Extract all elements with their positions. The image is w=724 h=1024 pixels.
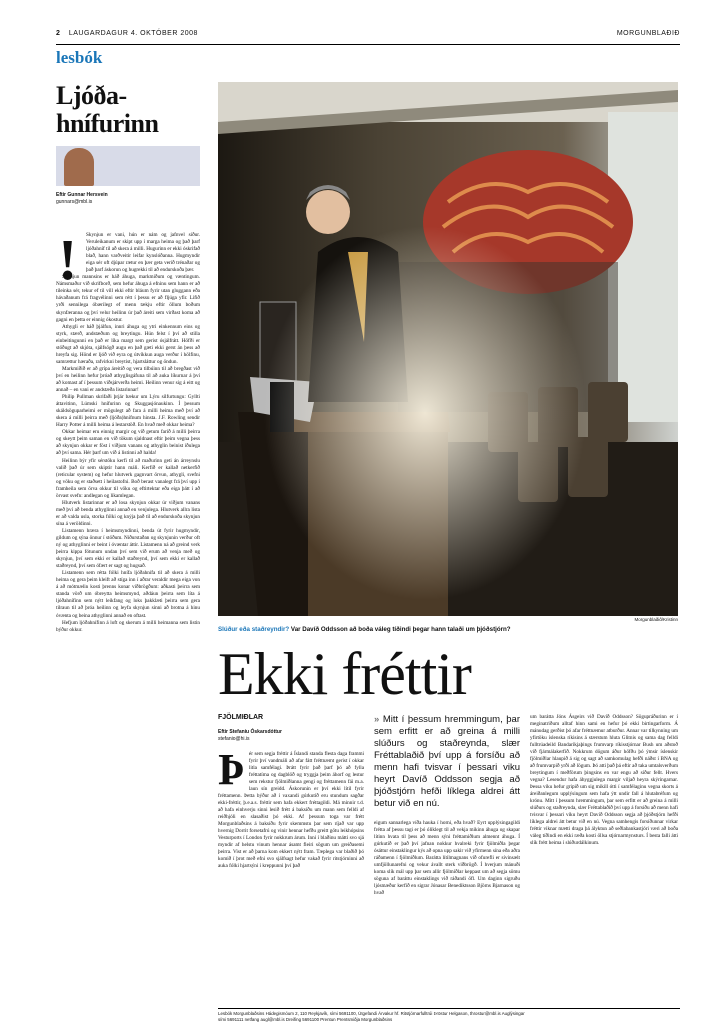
article-column-2: [374, 714, 520, 897]
caption-text: Var Davíð Oddsson að boða váleg tíðindi þegar hann talaði um þjóðstjórn?: [290, 626, 511, 633]
pull-quote-mark: »: [374, 714, 380, 725]
article-headline: Ekki fréttir: [218, 641, 471, 707]
article-text-1: [218, 745, 364, 870]
article-column-3: [530, 714, 678, 847]
column-paragraph: Hlutverk listarinnar er að losa skynjun okkar úr viðjum vanans með því að benda athyglinni annað en venjulega. Hlutverk allra lista er að valda usla, storka fólki og knýja það til að endurskoða skynjun sína á veröldinni.: [56, 499, 200, 527]
exclamation-mark: !: [58, 227, 78, 292]
page-number: 2: [56, 30, 61, 37]
article-col1-text: ér sem segja fréttir á Íslandi standa flesta daga frammi fyrir því vandmáli að afar fátt fréttnæmt gerist í okkar litla samfélagi. Þrátt fyrir það þarf þó að fylla fréttatíma og dagblöð og tryggja þeim áhorf og lestur sem rekstur fjölmiðlanna gengi og fréttamenn fái m.a. laun sín greidd. Áskorunin er því ekki lítil fyrir fréttamenn. Þetta býður að í vaxandi gúrkutíð eru stundum sagðar ekki-fréttir, þ.e.a.s. fréttir sem hafa ekkert fréttagildi. Má minnir t.d. að hafa einhverju sinni lesið frétt á baksíðu um mann sem felldi af reiðhjóli en slasaðist þó ekki. Af þessum toga var frétt Morgunblaðsins á baksíðu fyrir skemmstu þar sem ríjað var upp hvernig Dorrit forsetafrú og vinir hennar hefðu greitt götu leikhópsins Vesturports í London fyrir nokkrum árum. Inni í blaðinu mátti svo sjá myndir af helstu vinum hennar ásamt fleiri sögum um greiðasemi þeirra. Vist er að þarna kom ekkert nýtt fram. Tæplega var blaðið þó komið í þrot með efni svo sjálfsagt hefur vakað fyrir ritstjórninni að auka fólki hjartsýni í kreppunni því það: [218, 751, 364, 869]
drop-cap: Þ: [218, 745, 245, 794]
photo-caption: [218, 626, 678, 633]
column-paragraph: Athygli er háð þjálfun, innri áhuga og ytri einkennum eins og styrk, stærð, andstæðum og breytingu. Hún felst í því að stilla einbeitingunni en það er líka margt sem gerist ósjálfrátt. Höfði er stöðugt að skjóta, sjálfsögð augu en það gæti ekki gerst án þess að hreyfa sig. Hönd er ljóð við eyra og útvíkkun auga verður í hölfinu, samrættur hæraða, rafvirkni breytist, hjartsláttur og öndun.: [56, 323, 200, 365]
column-paragraph: Skynjun mannsins er háð áhuga, markmiðum og væntingum. Námsmaður við skrifborð, sem hefur áhuga á efninu sem hann er að tileinka sér, tekur ef til vill ekki eftir bláum fyrir utan gluggann eða hávaðanum frá fragvélinni sem rétt í þessu er að fljúga yfir. Lífið yrði sennilega óbærilegt ef menn tækju eftir öllum boðum skynfæranna og því velur heilinn úr það áreiti sem virðast koma að gagni en þetta er einnig ókostur.: [56, 274, 200, 323]
column-paragraph: Philip Pullman skrifaði þrjár bækur um Lýru silfurtungu: Gyllti áttavitinn, Lúmski hnífurinn og Skuggasjónaukinn. Í þessum skáldsöguparheimi er mögulegt að fara á milli heima með því að skera á milli þeirra með (ljóða)hnífnum hinsta. J.F. Rowling sendir Harry Potter á milli heima á lestarstöð. En hvað með okkar heima?: [56, 394, 200, 429]
column-paragraph: Skynjun er vani, hún er nám og jafnvel siður. Veruleikanum er skipt upp í marga heima og það þarf ljóðahníf til að skera á milli. Hugurinn er ekki óskrifað blað, hann varðveitir leifar kynslóðanna. Hugmyndir eiga sér oft djúpar rætur en þær geta verið trénaðar og það þarf áskorun og hugrekki til að endurskoða þær.: [86, 232, 200, 274]
author-photo: [64, 148, 94, 186]
speaker-illustration: [218, 82, 678, 616]
footer-rule: [218, 1008, 680, 1009]
column-paragraph: Listamenn sem rétta fólki hnífa ljóðahnífa til að skera á milli heima og gera þeim kleift að stíga inn í aðrar veraldir mega eiga von á að mótmælin kosti þrenns konar viðbrögðum: aðkasti þeirra sem standa vörð um óbreytta heimsmynd, aðdáun þeirra sem líta á ljóðahnífinn sem nýtt leikfang og loks þakklæti þeirra sem gera tilraun til að þróa heilinn og leyfa skynjun sinni að brotna á hinu óvænta og beina athyglinni annað en oftast.: [56, 570, 200, 619]
column-title-line2: hnífurinn: [56, 109, 159, 138]
photo-credit: Morgunblaðið/Kristinn: [634, 617, 678, 622]
article-email: stefanio@hi.is: [218, 736, 250, 742]
column-body: [56, 227, 200, 634]
pull-quote-text: Mitt í þessum hremmingum, þar sem erfitt er að greina á milli slúðurs og staðreynda, slær Fréttablaðið því upp á forsíðu að menn hafi tvisvar í þessari viku heyrt Davíð Oddsson segja að þjóðstjórn hefði líklega aldrei átt betur við en nú.: [374, 714, 520, 809]
article-column-1: [218, 714, 364, 870]
author-photo-box: [56, 146, 200, 186]
header-left: [56, 30, 198, 44]
page-header: [56, 30, 680, 44]
article-col2-text: eigum sannarlega víða hauka í horni, eða hvað? Eyrt upplýsingagildi frétta af þessu tagi er þó ólíklegt til að vekja mikinn áhuga og skapar lítinn hvata til þess að menn sýni fréttamiðlum almennt áhuga. Í gúrkutíð er það því jafnan nokkur hvalreki fyrir fjölmiðla þegar ósáttur einstaklingur kýs að opna upp sakir við yfirmenn sína eða aðra ráðamenn í fjölmiðlum. Barátta lítilmagnans við ofurefli er sívinsælt umfjöllunarefni og vekur ávallt sterk viðbrögð. Í hverjum mánuði koma slík mál upp þar sem allir fjölmiðlar keppast um að segja sömu söguna af baráttu einstaklings við ráðandi öfl. Um daginn sigruðu ljósmæður kerfið en sigrar Jónasar Benediktsson Björns Bjarnason og hvað: [374, 820, 520, 896]
paper-name: MORGUNBLAÐIÐ: [616, 30, 680, 37]
column-email: gunnars@mbl.is: [56, 199, 93, 205]
column-paragraph: Heilinn býr yfir sérstöku kerfi til að maðurinn geti án árreynslu valið það úr sem skiptir hann máli. Kerfið er kallað netkerfið (reticular system) og hefur hlutverk gagnvart örvun, athygli, svefni og vöku og er staðsett í heilastofni. Boð berast vanalegt frá því upp í framheila sem örva okkur til vöku og eftirtektar eða eiga þátt í að örvast svefn: andlegan og líkamlegan.: [56, 457, 200, 499]
column-paragraph: Hefjum ljóðahnífinn á loft og skerum á milli heimanna sem listin býður okkur.: [56, 619, 200, 633]
main-photo: [218, 82, 678, 616]
article-byline: [218, 729, 364, 743]
section-name: lesbók: [56, 48, 103, 67]
footer-line2: sími 5691111 netfang augl@mbl.is Dreifing 5691100 Prentun Prentsmiðja Morgunblaðsins: [218, 1016, 393, 1022]
article-author: Eftir Stefaníu Óskarsdóttur: [218, 729, 282, 735]
column-byline: [56, 192, 200, 206]
column-paragraph: Markmiðið er að grípa áreitið og vera tilbúinn til að bregðast við því en heilinn hefur þróað athyglisgáfuna til að auka líkurnar á því að komast af í þessum viðsjárverða heimi. Heilinn venur sig á eitt og annað – en vani er andstæða listarinnar!: [56, 365, 200, 394]
article-kicker: FJÖLMIÐLAR: [218, 714, 264, 721]
header-rule: [56, 44, 680, 45]
column-paragraph: Okkar heimar eru einnig margir og við getum farið á milli þeirra og skeytt þeim saman en við tökum sjaldnast eftir þeim vegna þess að skynjun okkar er föst í viðjum vanans og athyglin beinist iðulega að því sama. Hér þarf um við á listinni að halda!: [56, 429, 200, 457]
column-paragraph: Listamenn hræra í heimsmyndinni, benda út fyrir hugmyndir, gildum og sýna önnur í stöðum. Niðurstaðan og skynjunin verður oft ný og athyglinni er beint í óvæntar áttir. Listamenn ná að greind verk þeirra kippa fótunum undan því sem við erum að venja með og skynjun, því sem ekki er kallað staðreynd, því sem ekki er kallað staðreynd, því sem ófært er sagt og hugsað.: [56, 527, 200, 570]
article-col3-text: um barátta Jóns Ásgeirs við Davíð Oddsson? Sögupráðurinn er í meginatriðum alltaf hinn sami en hefur þó ekki birtingarform. Á mánudag gerðist þó afar fréttnæmur atburður. Annar var tilkynning um yfirtöku íslenska ríkisins á stærstum hluta Glitnis og sama dag felldi fulltrúadeild Bandaríkjaþings frumvarp ríkisstjórnar Bush um aðstoð við fjármálakerfið. Nokkrum dögum áður höfðu þó ýmsir íslenskir fjölmiðlar hlaupið á sig og sagt að samkomulag hefði náðst í BNA og að frumvarpið yrði að lögum. Þó atti það þá eftir að taka umtalsverðum breytingum í meðförum þingsins en var engu að síður fellt. Hvers vegna? Lesendur hafa áhyggjulega margir viljað heyra skýringarnar. Þessa viku hefur gripið um sig mikill ótti í samfélaginu vegna skorts á áreiðanlegum upplýsingum sem hafa ýtt undir fall á hlutabréfum og krónu. Mitt í þessum hremmingum, þar sem erfitt er að greina á milli slúðurs og staðreynda, slær Fréttablaðið því upp á forsíðu að menn hafi tvisvar í þessari viku heyrt Davíð Oddsson segja að þjóðstjórn hefði líklega aldrei átt betur við en nú. Vegna samhengis forsíðunnar virkar fréttir viknar mætti draga þá ályktun að seðlabankastjóri væri að boða váleg tíðindi en ekki ræða kosti öllsa stjórnarmynsturs. Í besta falli átti slík frétt heima í slúðurdálkinum.: [530, 714, 678, 846]
column-author: Eftir Gunnar Hersvein: [56, 192, 108, 198]
column-title-line1: Ljóða-: [56, 81, 127, 110]
column-left: [56, 81, 200, 633]
caption-bold: Slúður eða staðreyndir?: [218, 626, 290, 633]
footer-line1: Lesbók Morgunblaðsins Hádegismóum 2, 110 Reykjavík, sími 5691100, Útgefandi Árvakur hf. Ritstjórnarfulltrúi Þröstur Helgason, throstur@mbl.is Auglýsingar: [218, 1011, 525, 1016]
column-title: [56, 82, 200, 138]
pull-quote: [374, 714, 520, 810]
page-footer: [218, 1011, 680, 1022]
issue-date: LAUGARDAGUR 4. OKTÓBER 2008: [68, 30, 198, 37]
